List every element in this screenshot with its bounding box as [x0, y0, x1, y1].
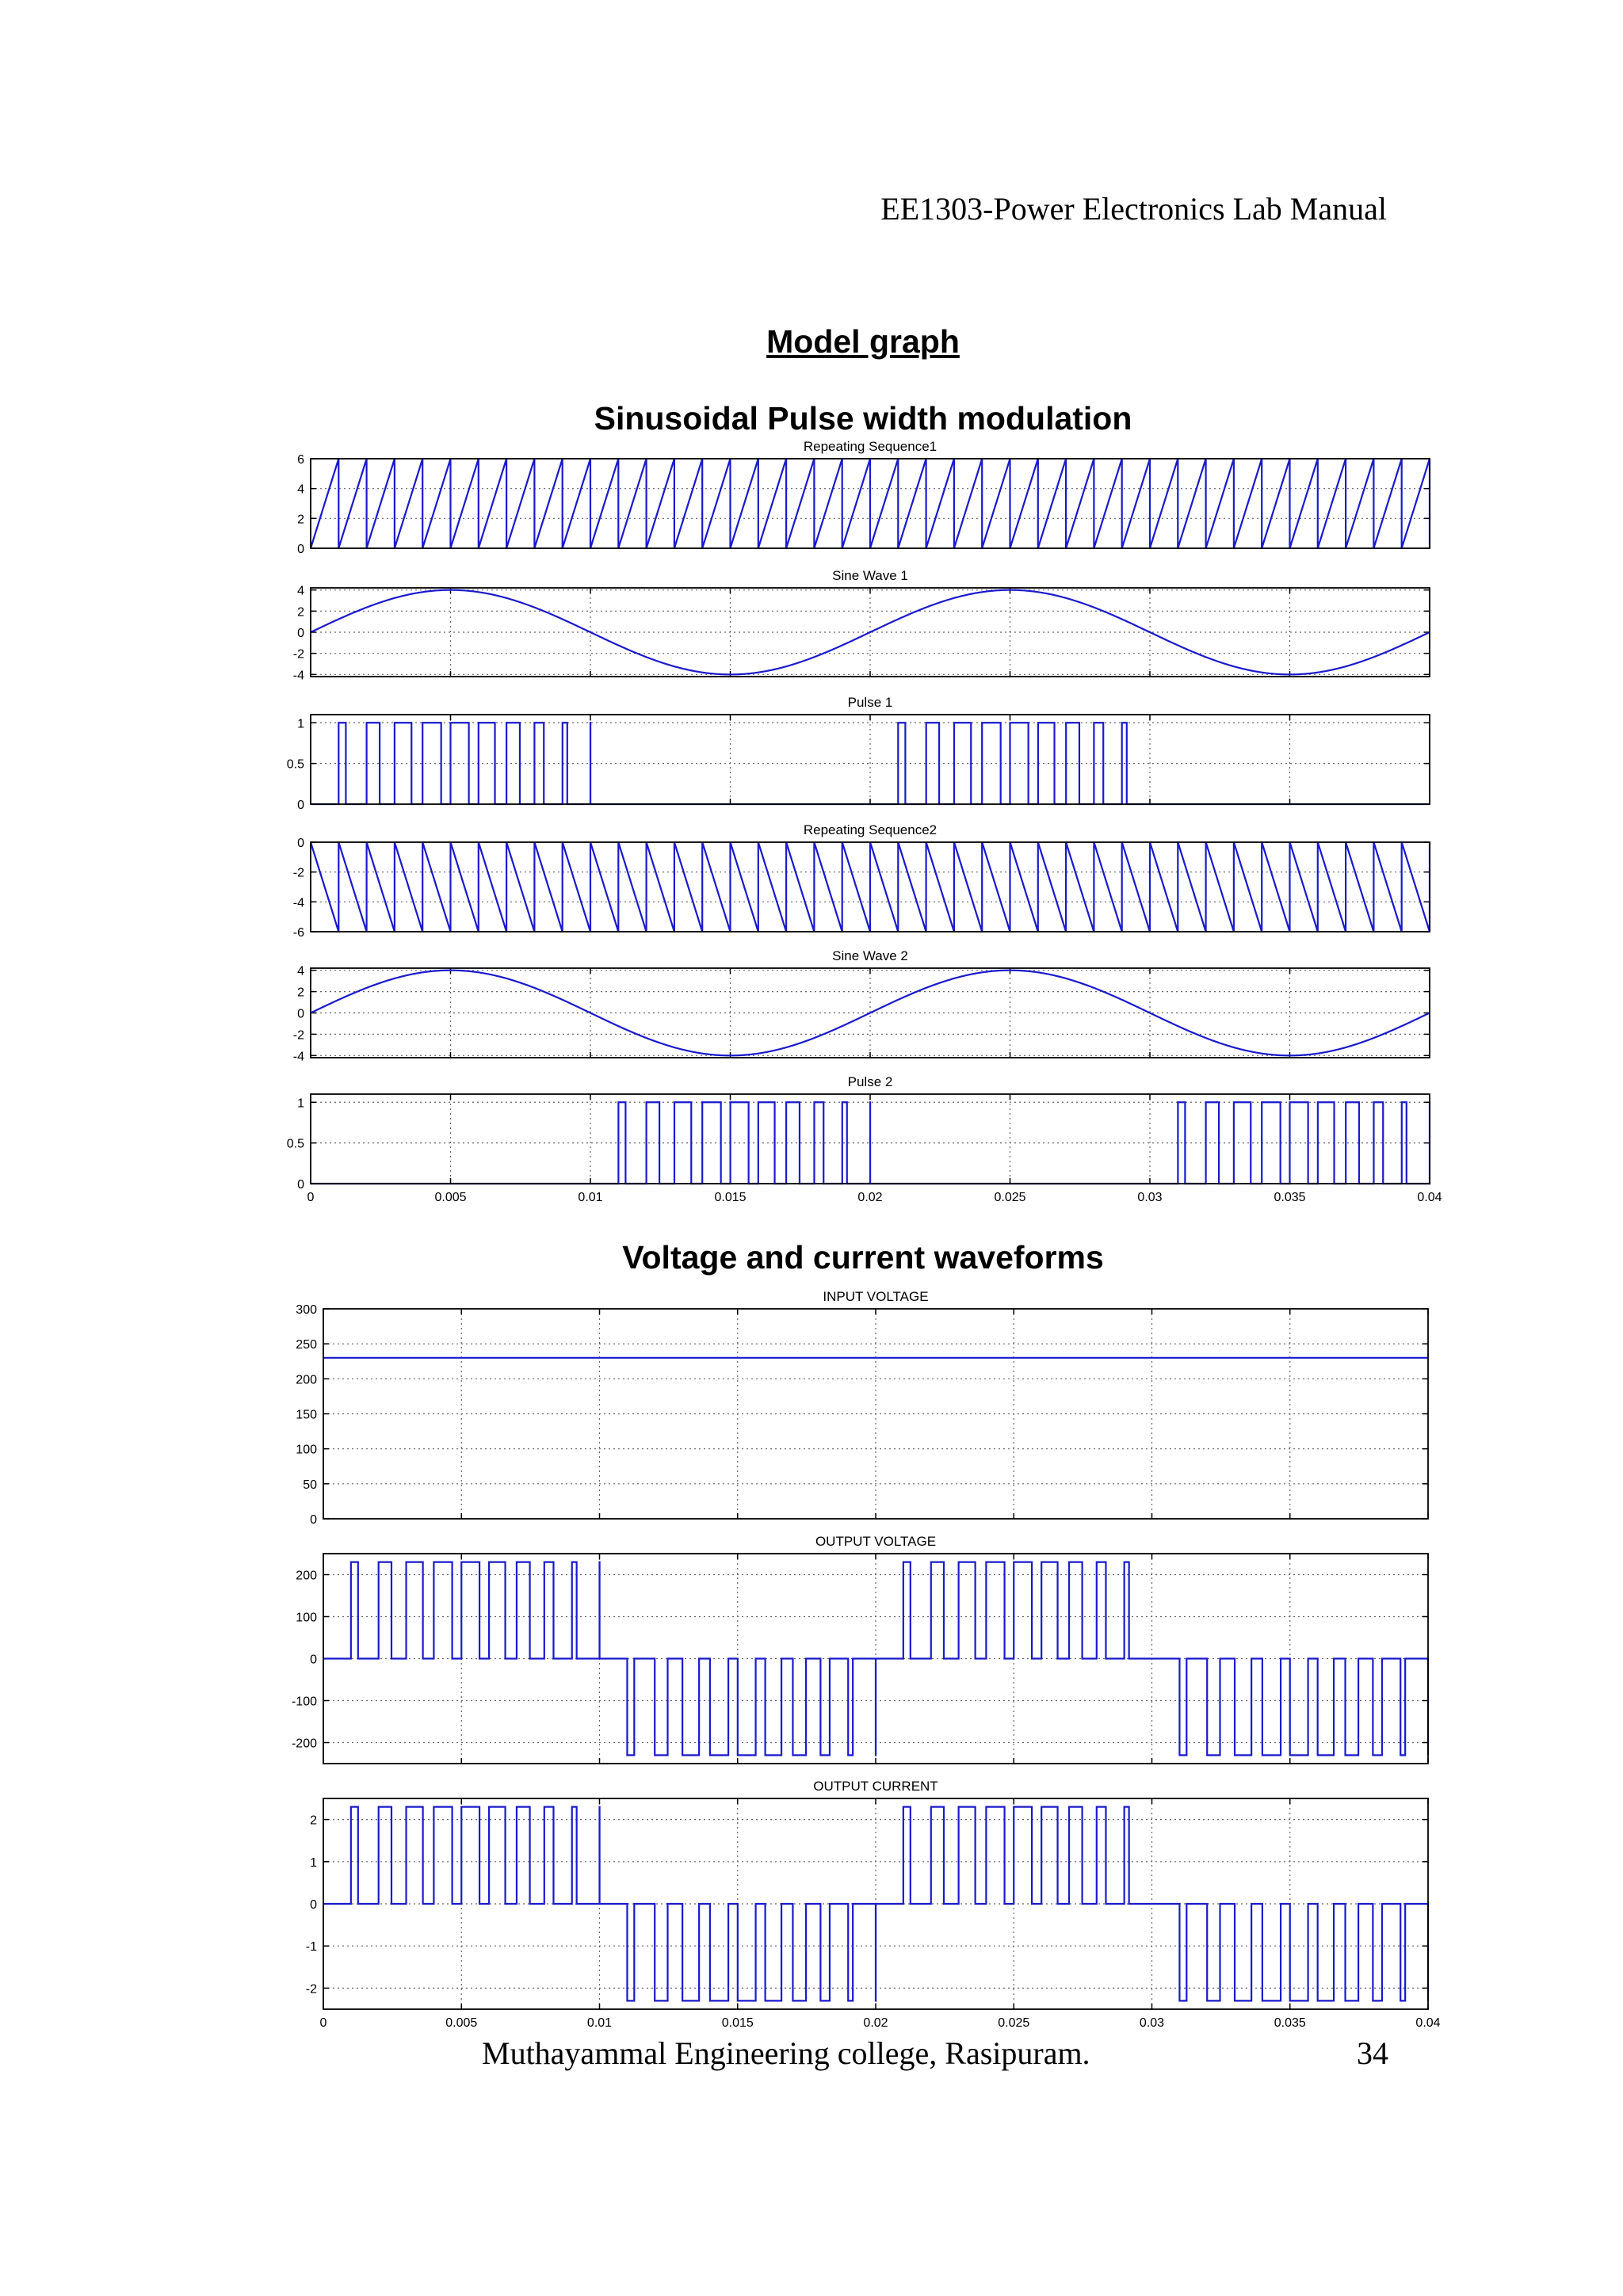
- subplot-4: [293, 822, 1430, 940]
- y-tick-label: 150: [296, 1408, 317, 1422]
- subplot-7: [296, 1289, 1428, 1527]
- series-line: [311, 459, 1430, 548]
- y-tick-label: 50: [303, 1478, 317, 1492]
- waveforms-section-title: Voltage and current waveforms: [622, 1239, 1104, 1276]
- series-line: [311, 842, 1430, 932]
- subplot-title: INPUT VOLTAGE: [823, 1289, 929, 1304]
- y-tick-label: -1: [305, 1940, 317, 1955]
- y-tick-label: -200: [291, 1737, 317, 1751]
- x-tick-label: 0.025: [998, 2016, 1030, 2030]
- y-tick-label: -2: [292, 866, 304, 880]
- subplot-title: OUTPUT CURRENT: [813, 1779, 938, 1794]
- y-tick-label: 0.5: [286, 1137, 304, 1151]
- x-tick-label: 0.02: [857, 1191, 883, 1204]
- y-tick-label: 0: [310, 1898, 317, 1912]
- subplot-3: [287, 695, 1430, 812]
- x-tick-label: 0.035: [1274, 2016, 1306, 2030]
- y-tick-label: 4: [297, 584, 304, 598]
- subplot-title: OUTPUT VOLTAGE: [815, 1534, 937, 1549]
- x-tick-label: 0.015: [714, 1191, 747, 1204]
- y-tick-label: 200: [296, 1569, 317, 1583]
- y-tick-label: -6: [292, 926, 304, 940]
- x-tick-label: 0: [319, 2016, 327, 2030]
- x-tick-label: 0.03: [1139, 2016, 1165, 2030]
- y-tick-label: -2: [292, 647, 304, 662]
- x-tick-label: 0.02: [863, 2016, 888, 2030]
- subplot-2: [293, 568, 1430, 682]
- y-tick-label: 0: [297, 1178, 304, 1192]
- x-tick-label: 0.025: [994, 1191, 1026, 1204]
- y-tick-label: 6: [297, 453, 304, 467]
- y-tick-label: 2: [297, 986, 304, 1000]
- subplot-9: [306, 1779, 1441, 2030]
- x-tick-label: 0.01: [586, 2016, 613, 2030]
- subplot-title: Repeating Sequence1: [803, 439, 938, 454]
- subplot-title: Repeating Sequence2: [803, 822, 938, 837]
- y-tick-label: -2: [305, 1982, 317, 1997]
- y-tick-label: 2: [310, 1814, 317, 1828]
- subplot-8: [292, 1534, 1428, 1764]
- y-tick-label: 0: [297, 543, 304, 556]
- spwm-section-title: Sinusoidal Pulse width modulation: [594, 400, 1132, 437]
- y-tick-label: 1: [297, 717, 304, 731]
- y-tick-label: -4: [292, 896, 304, 910]
- x-tick-label: 0: [307, 1191, 315, 1204]
- y-tick-label: 2: [297, 513, 304, 527]
- subplot-title: Pulse 2: [847, 1074, 893, 1089]
- series-line: [323, 1807, 1428, 2001]
- subplot-5: [293, 948, 1430, 1063]
- y-tick-label: 4: [297, 964, 304, 978]
- y-tick-label: 100: [296, 1443, 317, 1457]
- x-tick-label: 0.03: [1137, 1191, 1163, 1204]
- x-tick-label: 0.04: [1417, 1191, 1442, 1204]
- y-tick-label: -2: [292, 1028, 304, 1043]
- y-tick-label: 1: [297, 1097, 304, 1111]
- y-tick-label: 0: [297, 799, 304, 812]
- y-tick-label: 250: [296, 1338, 317, 1352]
- y-tick-label: 1: [310, 1855, 317, 1870]
- y-tick-label: 4: [297, 482, 304, 497]
- page-header: EE1303-Power Electronics Lab Manual: [880, 191, 1387, 227]
- subplot-title: Pulse 1: [847, 695, 893, 710]
- y-tick-label: 0.5: [286, 757, 304, 772]
- subplot-1: [297, 439, 1430, 556]
- y-tick-label: 2: [297, 605, 304, 620]
- y-tick-label: 0: [297, 1007, 304, 1021]
- subplot-6: [287, 1074, 1442, 1204]
- x-tick-label: 0.01: [578, 1191, 603, 1204]
- y-tick-label: 300: [296, 1303, 317, 1317]
- x-tick-label: 0.04: [1415, 2016, 1441, 2030]
- y-tick-label: -100: [291, 1695, 317, 1709]
- subplot-title: Sine Wave 2: [832, 948, 908, 963]
- y-tick-label: 0: [297, 627, 304, 640]
- model-graph-heading: Model graph: [766, 323, 960, 360]
- y-tick-label: 0: [297, 837, 304, 850]
- y-tick-label: -4: [292, 669, 304, 683]
- x-tick-label: 0.005: [445, 2016, 478, 2030]
- x-tick-label: 0.005: [434, 1191, 467, 1204]
- y-tick-label: 100: [296, 1611, 317, 1625]
- y-tick-label: 200: [296, 1373, 317, 1387]
- y-tick-label: 0: [310, 1653, 317, 1667]
- series-line: [323, 1562, 1428, 1756]
- page-number: 34: [1357, 2035, 1388, 2071]
- x-tick-label: 0.035: [1274, 1191, 1306, 1204]
- subplot-title: Sine Wave 1: [832, 568, 908, 583]
- y-tick-label: 0: [310, 1513, 317, 1527]
- x-tick-label: 0.015: [721, 2016, 754, 2030]
- footer-college: Muthayammal Engineering college, Rasipuram.: [482, 2035, 1090, 2071]
- y-tick-label: -4: [292, 1050, 304, 1064]
